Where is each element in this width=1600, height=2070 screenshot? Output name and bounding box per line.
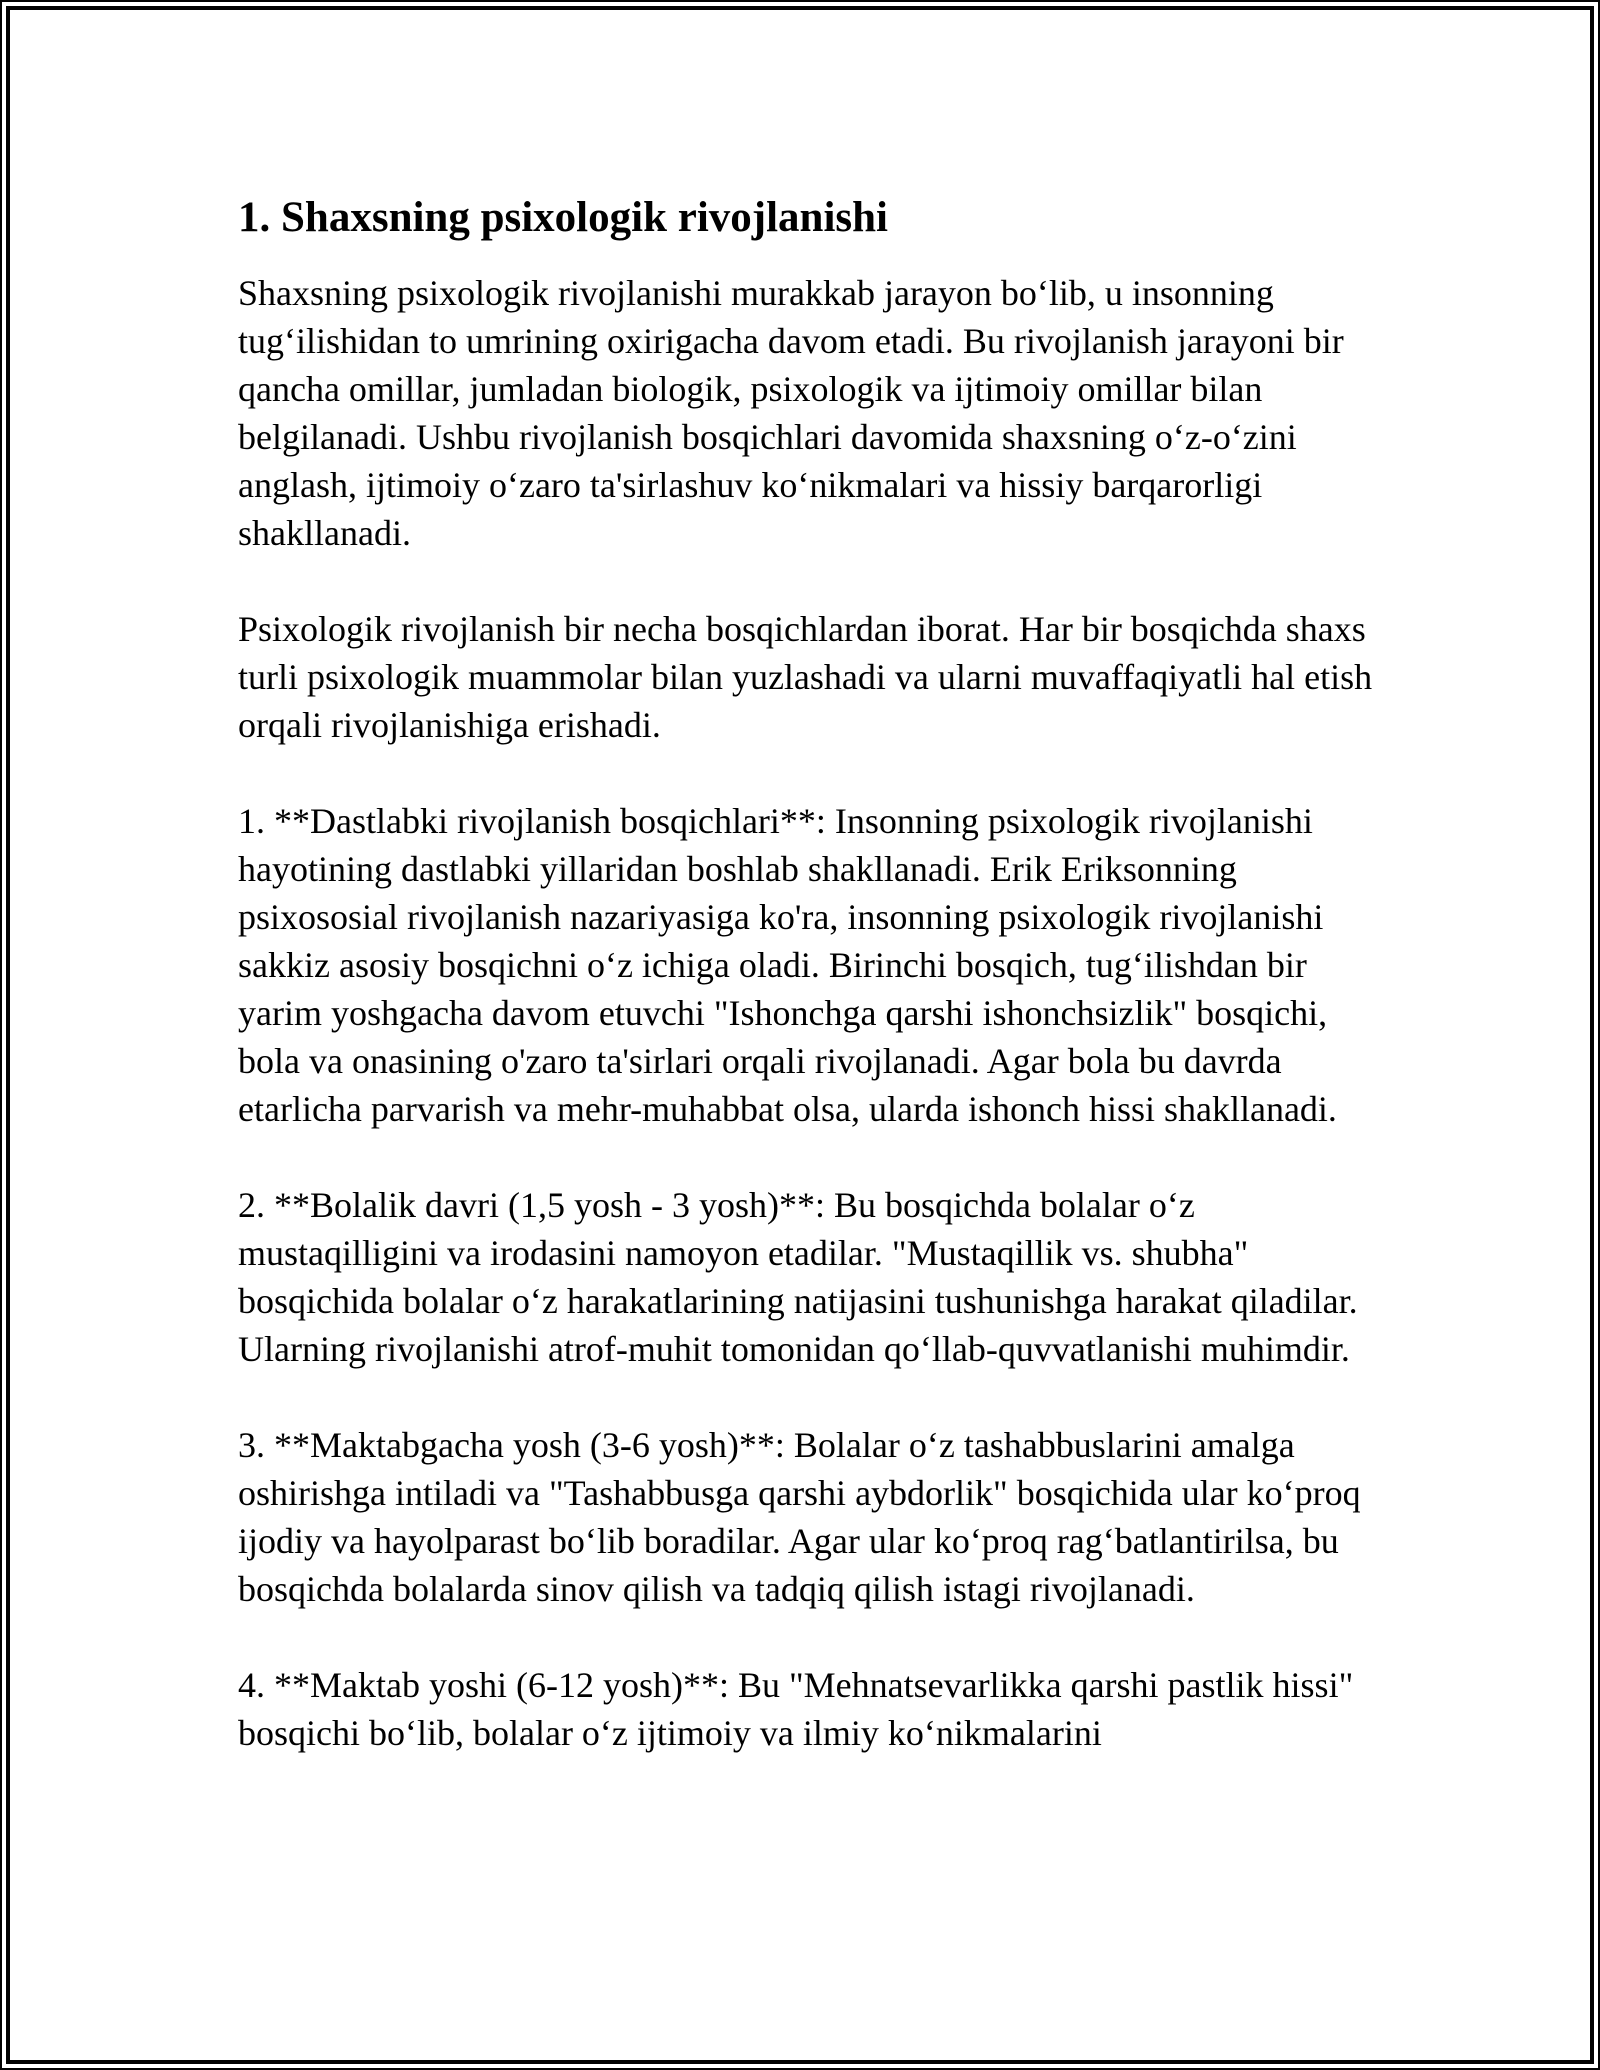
paragraph-stages-overview: Psixologik rivojlanish bir necha bosqichlardan iborat. Har bir bosqichda shaxs turli psixologik muammolar bilan yuzlashadi va ularni muvaffaqiyatli hal etish orqali rivojlanishiga erishadi. bbox=[238, 609, 1373, 745]
paragraph-stage-4: 4. **Maktab yoshi (6-12 yosh)**: Bu "Mehnatsevarlikka qarshi pastlik hissi" bosqichi bo‘lib, bolalar o‘z ijtimoiy va ilmiy ko‘nikmalarini bbox=[238, 1665, 1354, 1753]
paragraph-intro: Shaxsning psixologik rivojlanishi murakkab jarayon bo‘lib, u insonning tug‘ilishidan to umrining oxirigacha davom etadi. Bu rivojlanish jarayoni bir qancha omillar, jumladan biologik, psixologik va ijtimoiy omillar bilan belgilanadi. Ushbu rivojlanish bosqichlari davomida shaxsning o‘z-o‘zini anglash, ijtimoiy o‘zaro ta'sirlashuv ko‘nikmalari va hissiy barqarorligi shakllanadi. bbox=[238, 273, 1344, 553]
document-title: 1. Shaxsning psixologik rivojlanishi bbox=[238, 194, 888, 241]
document-content bbox=[238, 193, 1378, 1757]
paragraph-stage-1: 1. **Dastlabki rivojlanish bosqichlari**: Insonning psixologik rivojlanishi hayotining dastlabki yillaridan boshlab shakllanadi. Erik Eriksonning psixososial rivojlanish nazariyasiga ko'ra, insonning psixologik rivojlanishi sakkiz asosiy bosqichni o‘z ichiga oladi. Birinchi bosqich, tug‘ilishdan bir yarim yoshgacha davom etuvchi "Ishonchga qarshi ishonchsizlik" bosqichi, bola va onasining o'zaro ta'sirlari orqali rivojlanadi. Agar bola bu davrda etarlicha parvarish va mehr-muhabbat olsa, ularda ishonch hissi shakllanadi. bbox=[238, 801, 1337, 1129]
paragraph-stage-3: 3. **Maktabgacha yosh (3-6 yosh)**: Bolalar o‘z tashabbuslarini amalga oshirishga intiladi va "Tashabbusga qarshi aybdorlik" bosqichida ular ko‘proq ijodiy va hayolparast bo‘lib boradilar. Agar ular ko‘proq rag‘batlantirilsa, bu bosqichda bolalarda sinov qilish va tadqiq qilish istagi rivojlanadi. bbox=[238, 1425, 1361, 1609]
paragraph-stage-2: 2. **Bolalik davri (1,5 yosh - 3 yosh)**: Bu bosqichda bolalar o‘z mustaqilligini va irodasini namoyon etadilar. "Mustaqillik vs. shubha" bosqichida bolalar o‘z harakatlarining natijasini tushunishga harakat qiladilar. Ularning rivojlanishi atrof-muhit tomonidan qo‘llab-quvvatlanishi muhimdir. bbox=[238, 1185, 1358, 1369]
page-border-frame bbox=[6, 6, 1594, 2064]
